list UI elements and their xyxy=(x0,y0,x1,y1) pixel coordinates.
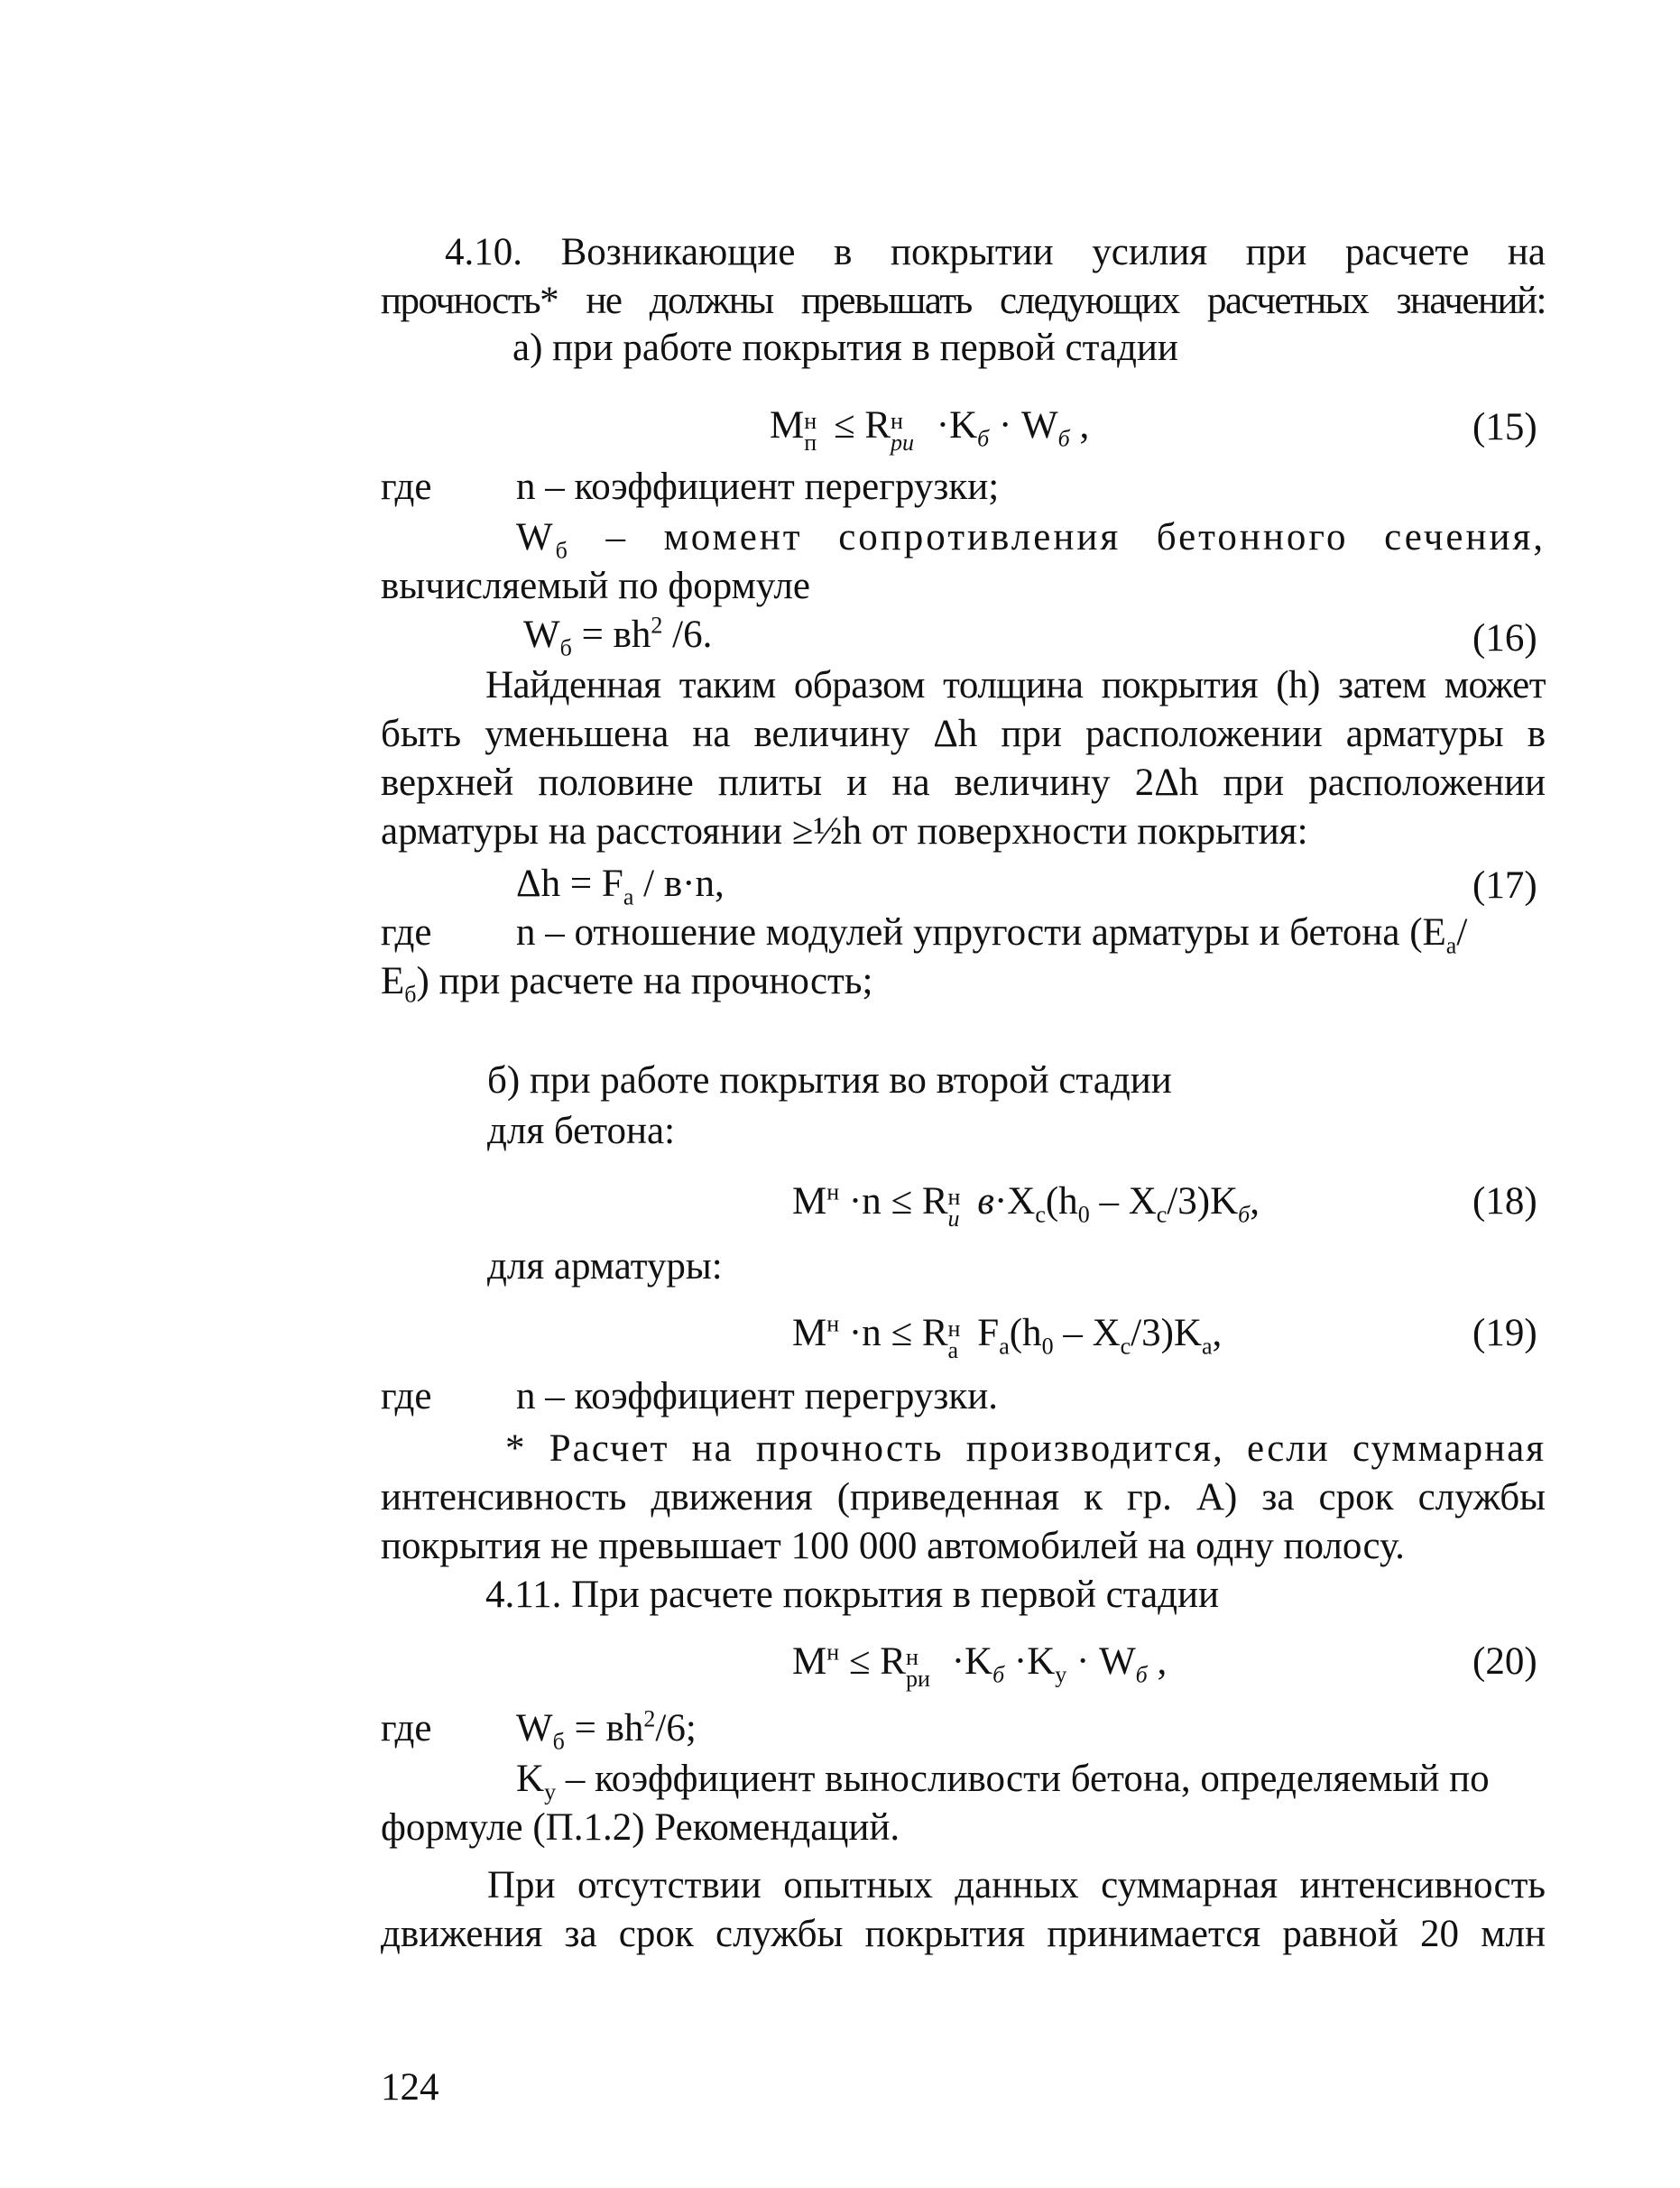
ky-definition-line-1: $K_у$ – коэффициент выносливости бетона, определяемый по xyxy=(516,1758,1490,1805)
n2-definition-line-1: n – отношение модулей упругости арматуры и бетона ($E_а/$ xyxy=(516,911,1468,959)
footnote-line-1: * Расчет на прочность производится, если суммарная xyxy=(505,1427,1546,1470)
footnote-line-2: интенсивность движения (приведенная к гр. А) за срок службы xyxy=(381,1476,1546,1519)
paragraph-2-line-2: движения за срок службы покрытия принимается равной 20 млн xyxy=(381,1913,1546,1955)
item-a: а) при работе покрытия в первой стадии xyxy=(512,327,1178,369)
formula-18: $M^н \cdot n \le R$ н и $в\cdot X_c(h_0 - X_c/3)K_б$, xyxy=(792,1178,1260,1232)
w-equation: $W_б = вh^2/6$; xyxy=(516,1705,697,1755)
n2-definition-line-2: $E_б$) при расчете на прочность; xyxy=(381,960,873,1008)
formula-16-number: (16) xyxy=(1472,617,1537,660)
page-number: 124 xyxy=(381,2066,439,2109)
formula-19-number: (19) xyxy=(1472,1312,1537,1354)
ky-definition-line-2: формуле (П.1.2) Рекомендаций. xyxy=(381,1806,900,1849)
section-4-10-line-1: 4.10. Возникающие в покрытии усилия при расчете на xyxy=(445,231,1546,273)
formula-15-number: (15) xyxy=(1472,406,1537,448)
formula-19: $M^н \cdot n \le R$ н а $F_а(h_0 - X_c/3)K_а$, xyxy=(792,1310,1223,1363)
where-label-4: где xyxy=(381,1707,432,1749)
where-label-2: где xyxy=(381,911,432,954)
section-4-11-line-1: 4.11. При расчете покрытия в первой стадии xyxy=(485,1574,1220,1616)
for-concrete-label: для бетона: xyxy=(487,1110,676,1152)
formula-20: $M^н \le R$ н ри $\cdot K_б \cdot K_у \cdot W_б$ , xyxy=(792,1639,1168,1692)
formula-17: $\Delta h = F_а / в\cdot n$, xyxy=(516,863,725,910)
paragraph-1-line-3: верхней половине плиты и на величину 2Δh при расположении xyxy=(381,762,1546,804)
paragraph-1-line-1: Найденная таким образом толщина покрытия (h) затем может xyxy=(485,664,1546,706)
n-definition: n – коэффициент перегрузки; xyxy=(516,466,1000,508)
n3-definition: n – коэффициент перегрузки. xyxy=(516,1375,998,1417)
paragraph-1-line-2: быть уменьшена на величину Δh при расположении арматуры в xyxy=(381,713,1546,755)
where-label-3: где xyxy=(381,1375,432,1417)
footnote-line-3: покрытия не превышает 100 000 автомобилей на одну полосу. xyxy=(381,1525,1405,1567)
formula-20-number: (20) xyxy=(1472,1640,1537,1683)
section-4-10-line-2: прочность* не должны превышать следующих расчетных значений: xyxy=(381,280,1546,322)
w-definition-line-2: вычисляемый по формуле xyxy=(381,565,810,607)
formula-16: $W_б = вh^2$ /6. xyxy=(523,612,713,661)
formula-17-number: (17) xyxy=(1472,864,1537,907)
w-definition-line-1: $W_б$ – момент сопротивления бетонного сечения, xyxy=(516,516,1546,564)
for-rebar-label: для арматуры: xyxy=(487,1245,723,1288)
formula-15: M н п ≤ R н ри $\cdot K_б \cdot W_б$ , xyxy=(770,404,1090,456)
formula-18-number: (18) xyxy=(1472,1180,1537,1223)
paragraph-2-line-1: При отсутствии опытных данных суммарная интенсивность xyxy=(487,1864,1546,1906)
item-b: б) при работе покрытия во второй стадии xyxy=(487,1059,1172,1102)
paragraph-1-line-4: арматуры на расстоянии ≥½h от поверхности покрытия: xyxy=(381,810,1308,853)
where-label: где xyxy=(381,466,432,508)
